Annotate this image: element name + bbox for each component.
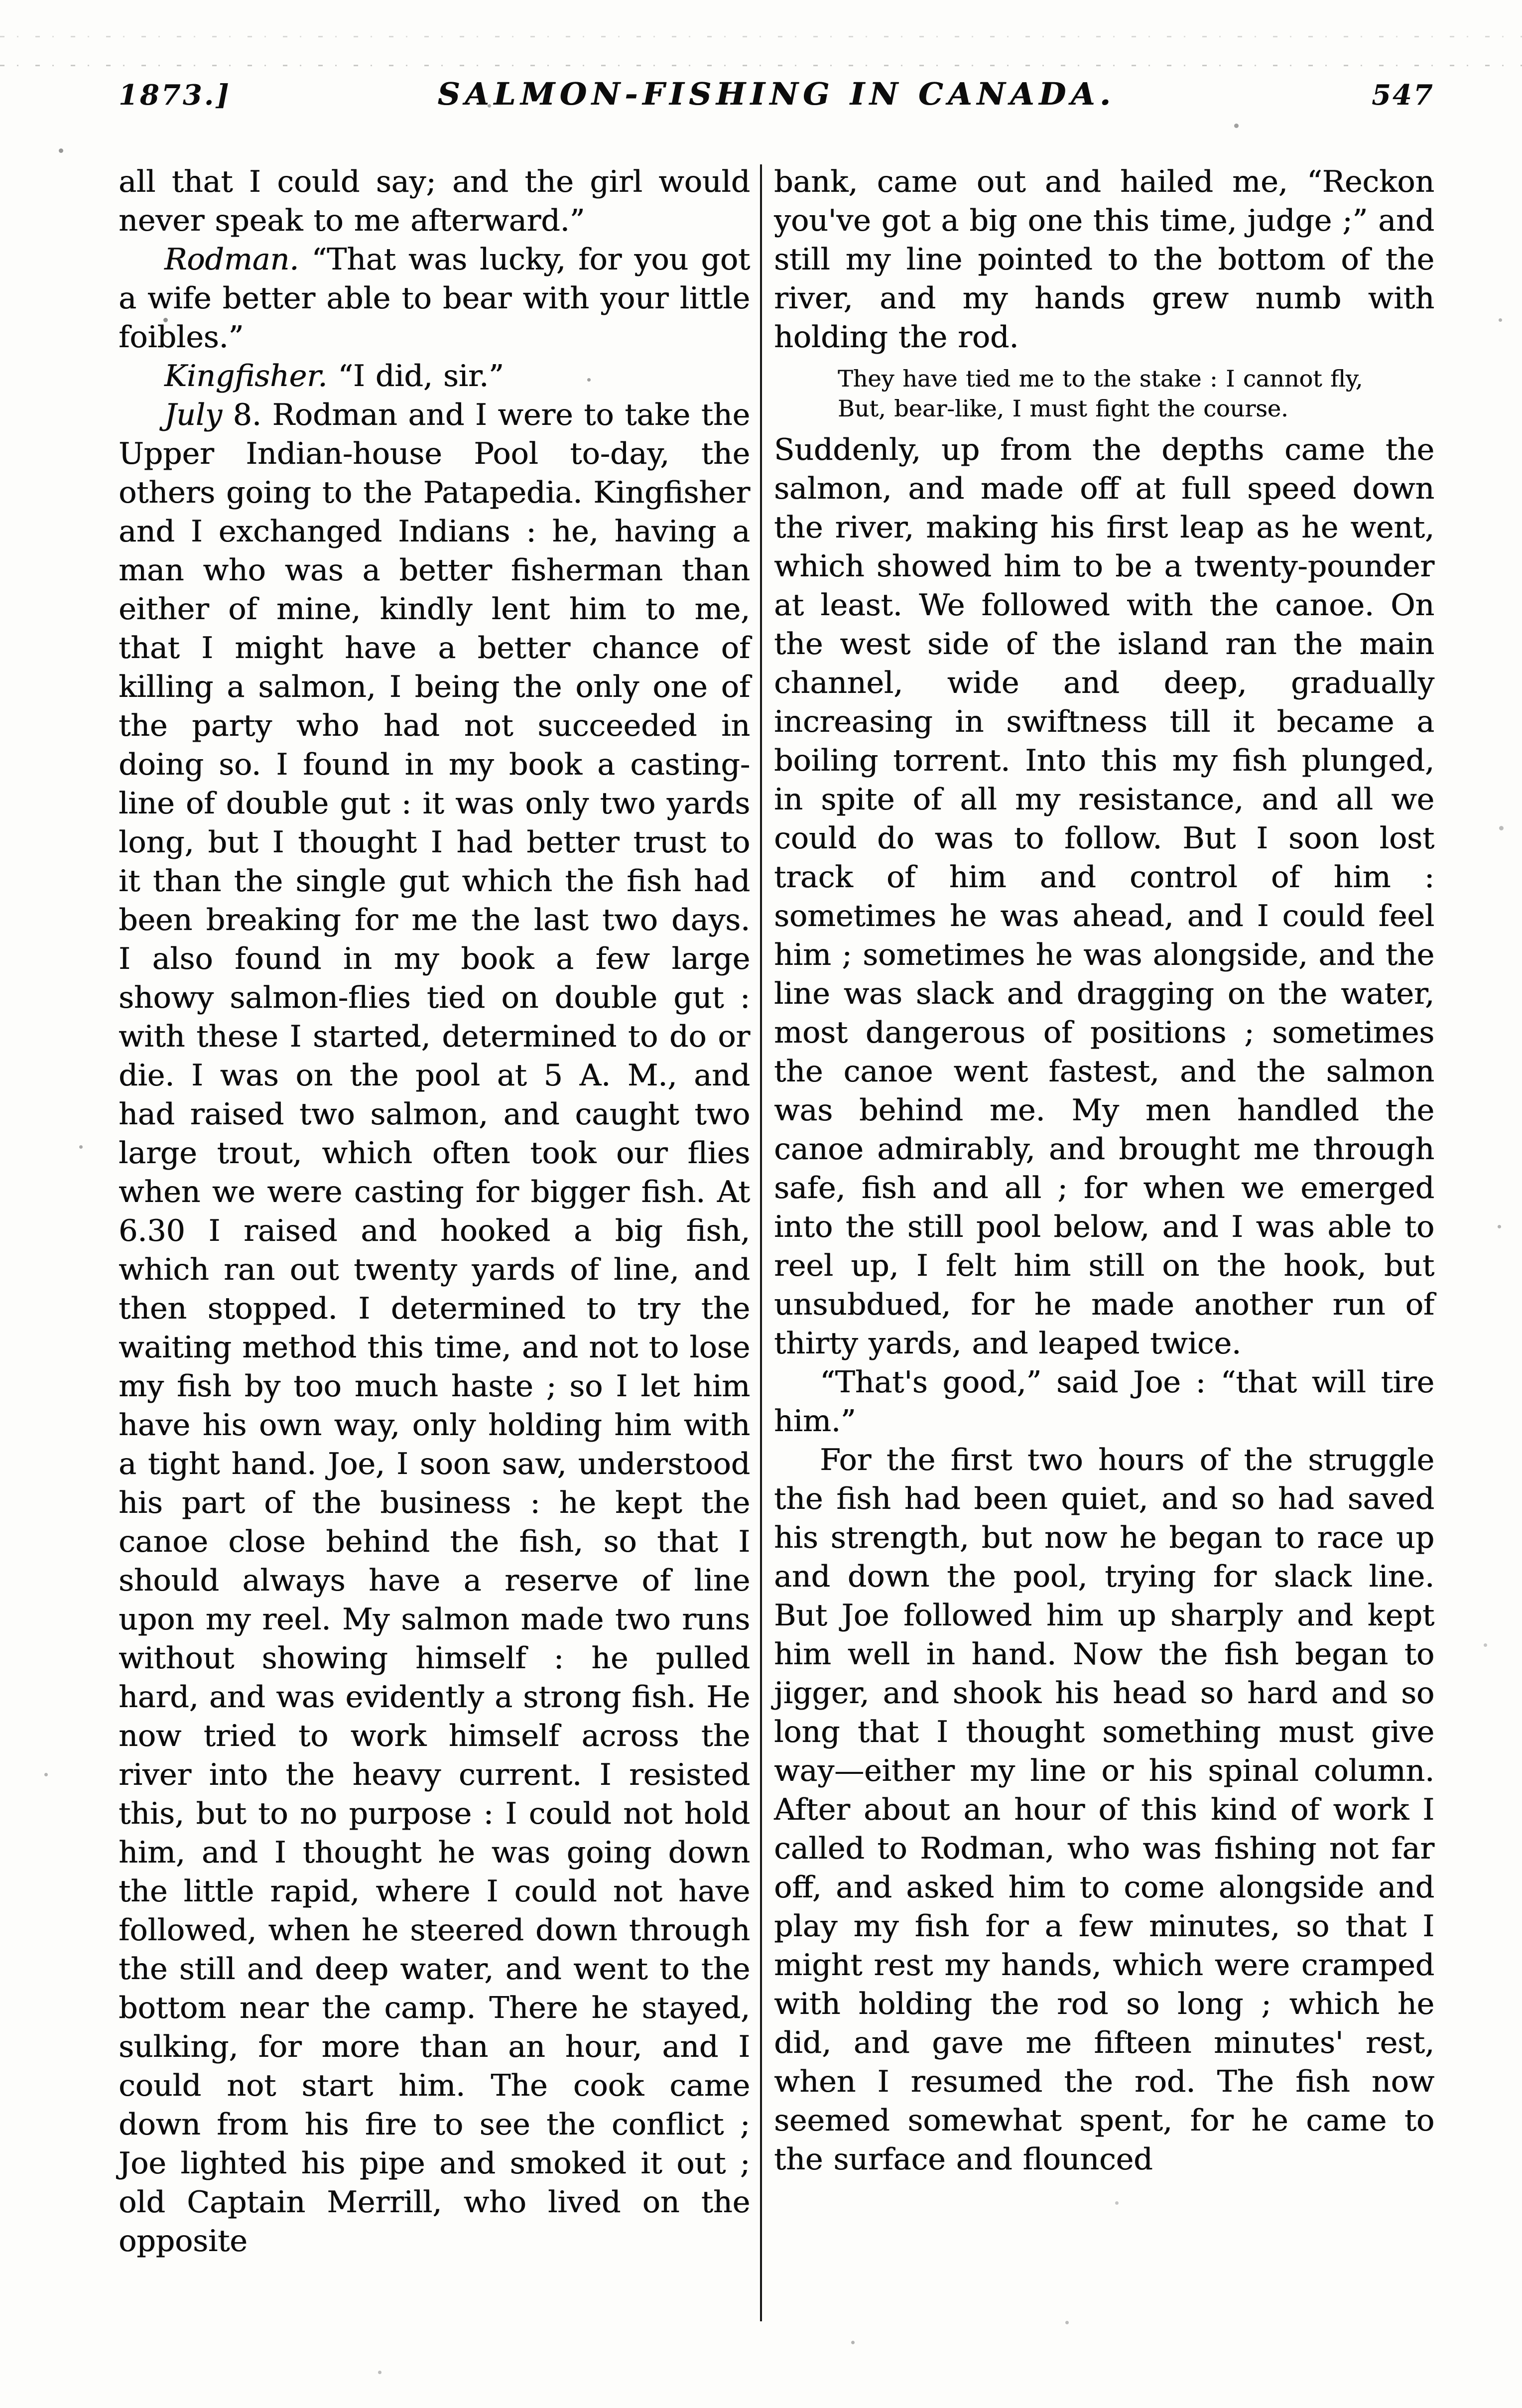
right-column bbox=[774, 162, 1434, 2179]
scan-noise-line bbox=[0, 36, 1522, 37]
speaker-name: Rodman. bbox=[164, 242, 299, 277]
left-column bbox=[119, 162, 750, 2261]
column-divider-rule bbox=[760, 164, 762, 2321]
paragraph: Rodman. “That was lucky, for you got a wife better able to bear with your little foibles.” bbox=[119, 242, 750, 355]
header-page-number: 547 bbox=[1372, 79, 1434, 112]
header-year: 1873.] bbox=[119, 79, 231, 112]
paragraph: all that I could say; and the girl would never speak to me afterward.” bbox=[119, 164, 750, 238]
text-columns bbox=[119, 162, 1434, 2358]
verse-quote bbox=[838, 364, 1434, 423]
verse-line: But, bear-like, I must fight the course. bbox=[838, 395, 1288, 422]
paragraph: Kingfisher. “I did, sir.” bbox=[164, 359, 504, 394]
paragraph: “That's good,” said Joe : “that will tire him.” bbox=[774, 1365, 1434, 1439]
paragraph: July 8. Rodman and I were to take the Upper Indian-house Pool to-day, the others going to the Patapedia. Kingfisher and I exchanged Indians : he, having a man who was a better fisherman than either of mine, kindly lent him to me, that I might have a better chance of killing a salmon, I being the only one of the party who had not succeeded in doing so. I found in my book a casting-line of double gut : it was only two yards long, but I thought I had better trust to it than the single gut which the fish had been breaking for me the last two days. I also found in my book a few large showy salmon-flies tied on double gut : with these I started, determined to do or die. I was on the pool at 5 A. M., and had raised two salmon, and caught two large trout, which often took our flies when we were casting for bigger fish. At 6.30 I raised and hooked a big fish, which ran out twenty yards of line, and then stopped. I determined to try the waiting method this time, and not to lose my fish by too much haste ; so I let him have his own way, only holding him with a tight hand. Joe, I soon saw, understood his part of the business : he kept the canoe close behind the fish, so that I should always have a reserve of line upon my reel. My salmon made two runs without showing himself : he pulled hard, and was evidently a strong fish. He now tried to work himself across the river into the heavy current. I resisted this, but to no purpose : I could not hold him, and I thought he was going down the little rapid, where I could not have followed, when he steered down through the still and deep water, and went to the bottom near the camp. There he stayed, sulking, for more than an hour, and I could not start him. The cook came down from his fire to see the conflict ; Joe lighted his pipe and smoked it out ; old Captain Merrill, who lived on the opposite bbox=[119, 398, 750, 2259]
scan-noise-line bbox=[0, 65, 1522, 66]
speaker-name: July bbox=[164, 398, 222, 432]
speaker-name: Kingfisher. bbox=[164, 359, 328, 394]
paragraph: For the first two hours of the struggle the fish had been quiet, and so had saved his strength, but now he began to race up and down the pool, trying for slack line. But Joe followed him up sharply and kept him well in hand. Now the fish began to jigger, and shook his head so hard and so long that I thought something must give way—either my line or his spinal column. After about an hour of this kind of work I called to Rodman, who was fishing not far off, and asked him to come alongside and play my fish for a few minutes, so that I might rest my hands, which were cramped with holding the rod so long ; which he did, and gave me fifteen minutes' rest, when I resumed the rod. The fish now seemed somewhat spent, for he came to the surface and flounced bbox=[774, 1443, 1434, 2177]
paragraph: bank, came out and hailed me, “Reckon you've got a big one this time, judge ;” and still my line pointed to the bottom of the river, and my hands grew numb with holding the rod. bbox=[774, 164, 1434, 355]
verse-line: They have tied me to the stake : I cannot fly, bbox=[838, 365, 1363, 392]
page-header bbox=[119, 76, 1434, 112]
header-title: SALMON-FISHING IN CANADA. bbox=[437, 76, 1116, 112]
paragraph: Suddenly, up from the depths came the salmon, and made off at full speed down the river, making his first leap as he went, which showed him to be a twenty-pounder at least. We followed with the canoe. On the west side of the island ran the main channel, wide and deep, gradually increasing in swiftness till it became a boiling torrent. Into this my fish plunged, in spite of all my resistance, and all we could do was to follow. But I soon lost track of him and control of him : sometimes he was ahead, and I could feel him ; sometimes he was alongside, and the line was slack and dragging on the water, most dangerous of positions ; sometimes the canoe went fastest, and the salmon was behind me. My men handled the canoe admirably, and brought me through safe, fish and all ; for when we emerged into the still pool below, and I was able to reel up, I felt him still on the hook, but unsubdued, for he made another run of thirty yards, and leaped twice. bbox=[774, 432, 1434, 1361]
